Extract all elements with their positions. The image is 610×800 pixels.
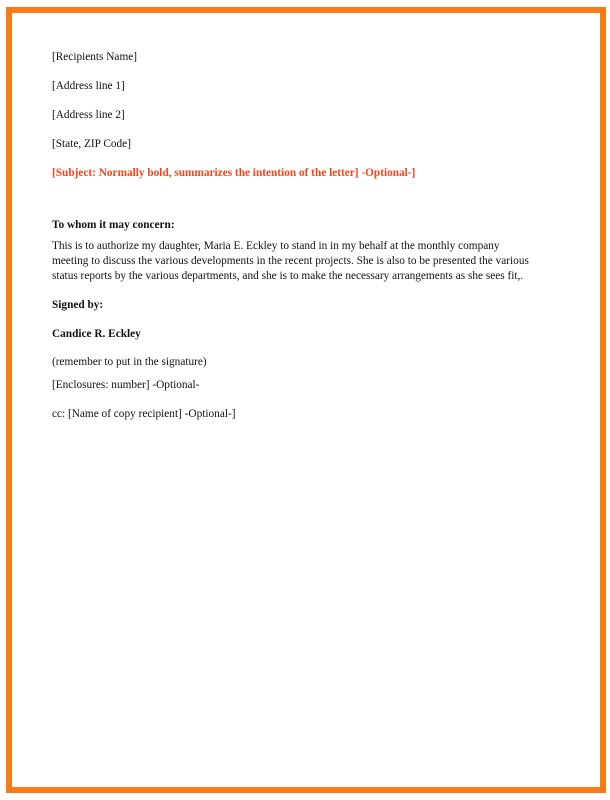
signer-name: Candice R. Eckley: [52, 328, 141, 340]
address-line-2: [Address line 2]: [52, 109, 125, 121]
cc-line: cc: [Name of copy recipient] -Optional-]: [52, 408, 236, 420]
salutation: To whom it may concern:: [52, 219, 175, 231]
enclosures-line: [Enclosures: number] -Optional-: [52, 379, 200, 391]
recipient-name: [Recipients Name]: [52, 51, 138, 63]
body-paragraph: [52, 239, 532, 284]
body-line: meeting to discuss the various developments in the recent projects. She is also to be presented the various: [52, 255, 529, 267]
signed-by-label: Signed by:: [52, 299, 104, 311]
address-line-1: [Address line 1]: [52, 80, 125, 92]
letter-body: [52, 50, 552, 422]
body-line: This is to authorize my daughter, Maria E. Eckley to stand in in my behalf at the monthly company: [52, 240, 500, 252]
signature-note: (remember to put in the signature): [52, 356, 207, 368]
subject-line: [Subject: Normally bold, summarizes the intention of the letter] -Optional-]: [52, 167, 416, 179]
body-line: status reports by the various departments, and she is to make the necessary arrangements as she sees fit,.: [52, 270, 524, 282]
state-zip: [State, ZIP Code]: [52, 138, 131, 150]
